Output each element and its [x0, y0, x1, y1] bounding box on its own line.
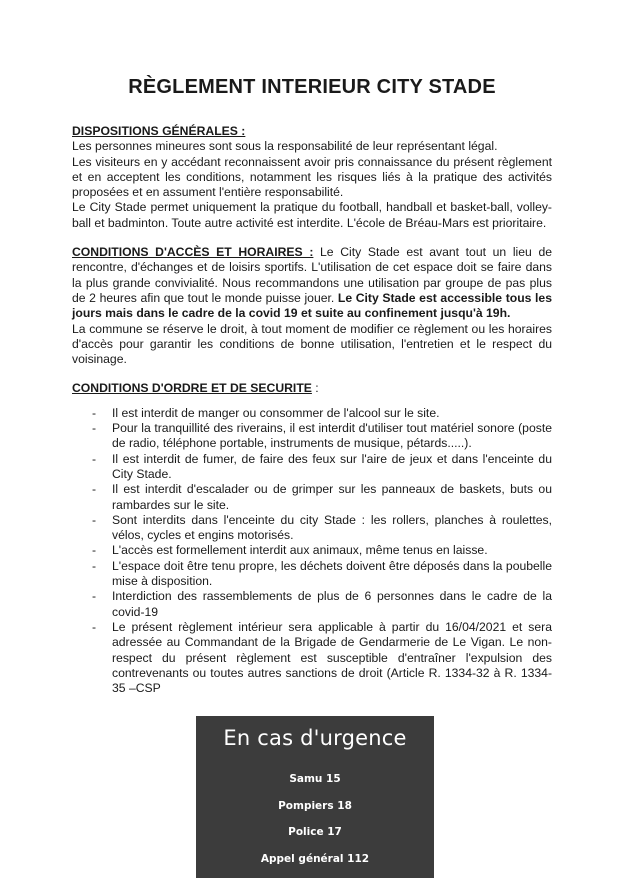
emergency-police: Police 17 [288, 826, 342, 838]
dash-bullet: - [92, 619, 97, 634]
acces-heading: CONDITIONS D'ACCÈS ET HORAIRES : [72, 245, 314, 260]
dash-bullet: - [92, 451, 97, 466]
list-item-text: Pour la tranquillité des riverains, il est interdit d'utiliser tout matériel sonore (poste de radio, téléphone portable, instruments de musique, pétards.....). [112, 421, 552, 451]
document-body [72, 124, 552, 696]
dash-bullet: - [92, 421, 97, 436]
securite-heading-suffix: : [311, 381, 319, 396]
dispositions-p2: Les visiteurs en y accédant reconnaissent avoir pris connaissance du présent règlement et en acceptent les conditions, notamment les risques liés à la pratique des activités proposées et en assument l'entière responsabilité. [72, 154, 552, 200]
list-item [72, 620, 552, 696]
dash-bullet: - [92, 558, 97, 573]
emergency-pompiers: Pompiers 18 [278, 800, 352, 812]
section-securite [72, 381, 552, 696]
document-title: RÈGLEMENT INTERIEUR CITY STADE [128, 76, 496, 98]
list-item [72, 482, 552, 513]
list-item-text: Il est interdit de fumer, de faire des feux sur l'aire de jeux et dans l'enceinte du City Stade. [112, 451, 552, 481]
acces-paragraph [72, 245, 552, 321]
dash-bullet: - [92, 512, 97, 527]
acces-text1: Le City Stade est avant tout un lieu de rencontre, d'échanges et de loisirs sportifs. L'utilisation de cet espace doit se faire dans la plus grande convivialité. Nous recommandons une utilisation par groupe de pas plus de 2 heures afin que tout le monde puisse jouer. [72, 245, 552, 305]
list-item-text: Il est interdit d'escalader ou de grimper sur les panneaux de baskets, buts ou rambardes sur le site. [112, 482, 552, 512]
dispositions-p3: Le City Stade permet uniquement la pratique du football, handball et basket-ball, volley-ball et badminton. Toute autre activité est interdite. L'école de Bréau-Mars est prioritaire. [72, 200, 552, 230]
emergency-title: En cas d'urgence [223, 726, 407, 750]
list-item-text: Sont interdits dans l'enceinte du city Stade : les rollers, planches à roulettes, vélos, cycles et engins motorisés. [112, 512, 552, 543]
list-item [72, 513, 552, 544]
acces-text2: La commune se réserve le droit, à tout moment de modifier ce règlement ou les horaires d'accès pour garantir les conditions de bonne utilisation, l'entretien et le respect du voisinage. [72, 321, 552, 367]
list-item-text: Le présent règlement intérieur sera applicable à partir du 16/04/2021 et sera adressée au Commandant de la Brigade de Gendarmerie de Le Vigan. Le non-respect du présent règlement est susceptible d'entraîner l'expulsion des contrevenants ou toutes autres sanctions de droit (Article R. 1334-32 à R. 1334-35 –CSP [112, 619, 552, 696]
securite-heading: CONDITIONS D'ORDRE ET DE SECURITE [72, 381, 312, 396]
securite-rules-list [72, 406, 552, 697]
dispositions-heading: DISPOSITIONS GÉNÉRALES : [72, 124, 246, 138]
list-item [72, 452, 552, 483]
section-acces [72, 245, 552, 367]
list-item-text: L'accès est formellement interdit aux animaux, même tenus en laisse. [112, 543, 488, 558]
list-item [72, 589, 552, 620]
list-item-text: Il est interdit de manger ou consommer de l'alcool sur le site. [112, 405, 440, 420]
dash-bullet: - [92, 589, 97, 604]
list-item [72, 559, 552, 590]
securite-heading-line [72, 381, 552, 396]
dash-bullet: - [92, 543, 97, 558]
list-item [72, 543, 552, 558]
section-dispositions [72, 124, 552, 231]
dispositions-p1: Les personnes mineures sont sous la responsabilité de leur représentant légal. [72, 139, 498, 154]
emergency-appel-general: Appel général 112 [260, 853, 370, 865]
list-item-text: L'espace doit être tenu propre, les déchets doivent être déposés dans la poubelle mise à disposition. [112, 558, 552, 589]
acces-bold-text: Le City Stade est accessible tous les jours mais dans le cadre de la covid 19 et suite au confinement jusqu'à 19h. [72, 290, 552, 321]
emergency-box [196, 716, 434, 878]
list-item [72, 406, 552, 421]
emergency-samu: Samu 15 [289, 773, 341, 785]
list-item [72, 421, 552, 452]
dash-bullet: - [92, 482, 97, 497]
list-item-text: Interdiction des rassemblements de plus de 6 personnes dans le cadre de la covid-19 [112, 589, 552, 619]
dash-bullet: - [92, 405, 97, 420]
